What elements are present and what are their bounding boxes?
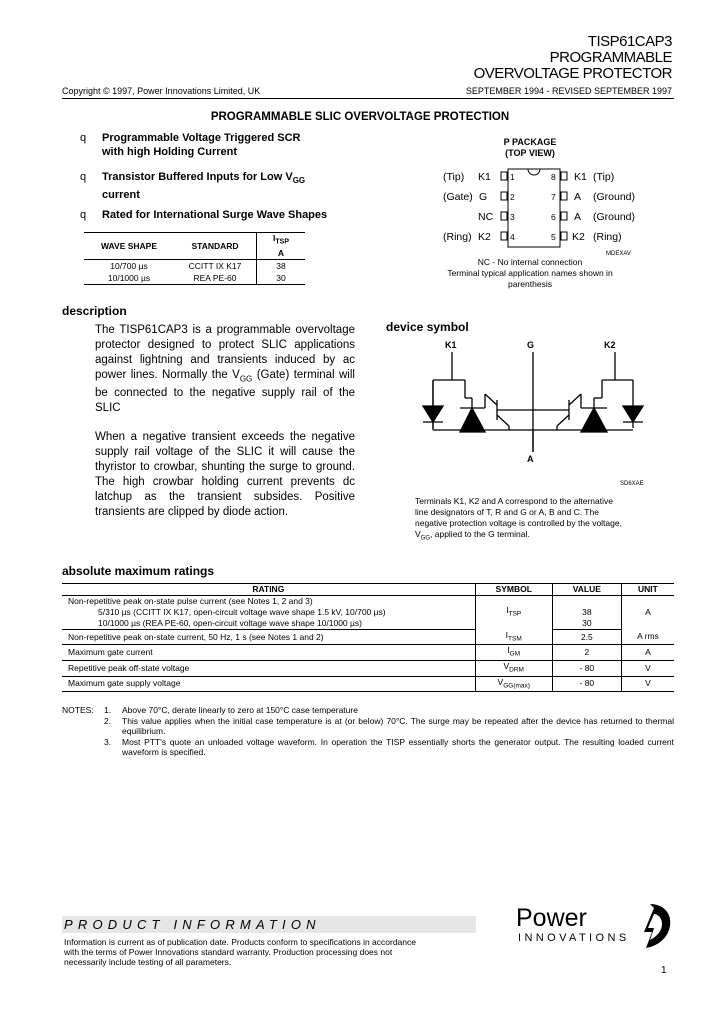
ratings-heading: absolute maximum ratings	[62, 564, 215, 578]
standard-cell: REA PE-60	[174, 272, 257, 285]
caption-line-3: negative protection voltage is controlled by the voltage,	[415, 518, 622, 528]
symbol-cell	[475, 676, 552, 692]
symbol-cell	[475, 660, 552, 676]
value-cell: 30	[552, 618, 621, 630]
rating-cell: Non-repetitive peak on-state pulse current (see Notes 1, 2 and 3)	[68, 596, 313, 606]
value-cell: 2.5	[552, 630, 621, 645]
pin-5-name: K2	[572, 231, 585, 243]
caption-end: , applied to the G terminal.	[430, 529, 530, 539]
itsp-header	[257, 233, 306, 260]
sym: V	[503, 660, 510, 671]
pin-6-func: (Ground)	[593, 211, 636, 223]
rating-cell: 5/310 µs (CCITT IX K17, open-circuit voltage wave shape 1.5 kV, 10/700 µs)	[98, 607, 386, 617]
logo-power-text: Power	[516, 904, 587, 932]
pin-2-name: G	[479, 191, 488, 203]
feature-1-line1: Programmable Voltage Triggered SCR	[102, 132, 301, 144]
feature-2	[80, 170, 305, 202]
table-row	[62, 660, 674, 676]
footer-line-2: with the terms of Power Innovations standard warranty. Production processing does not	[64, 947, 393, 957]
pin-8-name: K1	[574, 171, 587, 183]
notes-label: NOTES:	[62, 705, 94, 715]
description-para-2: When a negative transient exceeds the negative supply rail voltage of the SLIC it will cause the thyristor to crowbar, shunting the surge to ground. The high crowbar holding current prevents dc latchup as the transient subsides. Positive transients are clipped by diode action.	[95, 431, 355, 519]
package-title	[480, 137, 580, 159]
pin-3-num: 3	[510, 212, 515, 222]
sym-sub: TSP	[508, 611, 522, 619]
symbol-cell	[475, 630, 552, 645]
symbol-g-label: G	[527, 340, 535, 350]
value-cell: 38	[257, 260, 306, 273]
table-row	[84, 272, 305, 285]
value-cell: 30	[257, 272, 306, 285]
symbol-cell	[475, 596, 552, 630]
caption-line-4	[415, 529, 675, 545]
device-symbol-heading: device symbol	[386, 320, 469, 334]
unit-header: UNIT	[621, 584, 674, 596]
pin-8-func: (Tip)	[593, 171, 615, 183]
symbol-code: SD6XAE	[620, 481, 644, 487]
note-1	[62, 705, 674, 716]
note-text: Most PTT's quote an unloaded voltage waveform. In operation the TISP essentially shorts the generator output. The resulting loaded current waveform is specified.	[122, 736, 674, 757]
standard-header: STANDARD	[174, 233, 257, 260]
table-row	[62, 630, 674, 645]
title-line-3: OVERVOLTAGE PROTECTOR	[473, 65, 672, 82]
wave-shape-table	[84, 232, 305, 285]
value-cell: - 80	[552, 676, 621, 692]
bullet: q	[80, 171, 87, 183]
pin-6-num: 6	[551, 212, 556, 222]
note-2	[62, 716, 674, 737]
sym: I	[506, 605, 509, 616]
part-number: TISP61CAP3	[587, 33, 672, 50]
pin-1-name: K1	[478, 171, 491, 183]
pin-7-num: 7	[551, 192, 556, 202]
feature-3-line1: Rated for International Surge Wave Shapes	[102, 209, 328, 221]
wave-table-header	[84, 233, 305, 260]
device-symbol-schematic	[405, 350, 665, 480]
pin-5-num: 5	[551, 232, 556, 242]
feature-2-line2: current	[102, 189, 140, 202]
wave-cell: 10/700 µs	[110, 261, 148, 271]
note-num: 1.	[104, 705, 112, 715]
pin-1-num: 1	[510, 172, 515, 182]
feature-3	[80, 208, 327, 222]
value-cell	[552, 596, 621, 608]
caption-v: V	[415, 529, 421, 539]
table-row	[62, 676, 674, 692]
symbol-cell	[475, 645, 552, 661]
main-title: PROGRAMMABLE SLIC OVERVOLTAGE PROTECTION	[210, 111, 510, 123]
sym: I	[507, 645, 510, 656]
copyright: Copyright © 1997, Power Innovations Limited, UK	[62, 86, 261, 96]
description-body	[95, 323, 355, 534]
unit-cell: A rms	[621, 630, 674, 645]
package-title-line2: (TOP VIEW)	[505, 148, 555, 158]
pin-5-func: (Ring)	[593, 231, 622, 243]
wave-shape-header: WAVE SHAPE	[84, 233, 174, 260]
pin-2-num: 2	[510, 192, 515, 202]
feature-2-sub: GG	[292, 176, 306, 186]
value-cell: 38	[552, 607, 621, 618]
table-row	[62, 596, 674, 608]
pin-8-num: 8	[551, 172, 556, 182]
itsp-symbol: I	[273, 233, 276, 244]
rating-cell: Non-repetitive peak on-state current, 50 Hz, 1 s (see Notes 1 and 2)	[62, 630, 475, 645]
note-num: 3.	[104, 736, 112, 747]
ratings-header-row	[62, 584, 674, 596]
bullet: q	[80, 209, 87, 221]
note-text: Above 70°C, derate linearly to zero at 150°C case temperature	[122, 705, 358, 715]
pin-4-name: K2	[478, 231, 491, 243]
para-1-text: The TISP61CAP3 is a programmable overvoltage protector designed to protect SLIC applications against lightning and transients induced by ac power lines. Normally the V	[95, 324, 355, 381]
itsp-sub: TSP	[275, 238, 289, 246]
caption-line-2: line designators of T, R and G or A, B and C. The	[415, 507, 599, 517]
note-text: This value applies when the initial case temperature is at (or below) 70°C. The surge may be repeated after the device has returned to thermal equilibrium.	[122, 715, 674, 736]
pin-7-func: (Ground)	[593, 191, 636, 203]
sym-sub: TSM	[508, 635, 522, 643]
para-1-sub: GG	[239, 374, 253, 384]
value-cell: - 80	[552, 660, 621, 676]
pin-6-name: A	[574, 211, 582, 223]
footer-line-1: Information is current as of publication date. Products conform to specifications in accordance	[64, 937, 416, 947]
symbol-a-label: A	[527, 454, 534, 464]
itsp-unit: A	[277, 247, 285, 258]
package-code: MDEXAV	[606, 251, 631, 257]
package-note-3: parenthesis	[508, 279, 552, 289]
title-line-2: PROGRAMMABLE	[549, 49, 672, 66]
wave-cell: 10/1000 µs	[84, 272, 174, 285]
lightning-logo-icon	[630, 902, 674, 950]
footer-line-3: necessarily include testing of all parameters.	[64, 957, 232, 967]
package-note-2: Terminal typical application names shown in	[447, 268, 613, 278]
rating-cell: Maximum gate supply voltage	[62, 676, 475, 692]
ratings-table	[62, 583, 674, 692]
pin-1-func: (Tip)	[443, 171, 465, 183]
pin-4-func: (Ring)	[443, 231, 472, 243]
feature-2-line1: Transistor Buffered Inputs for Low V	[102, 171, 293, 183]
revision-date: SEPTEMBER 1994 - REVISED SEPTEMBER 1997	[465, 86, 672, 96]
table-row	[62, 618, 674, 630]
symbol-k1-label: K1	[445, 340, 457, 350]
pin-2-func: (Gate)	[443, 191, 473, 203]
value-cell: 2	[552, 645, 621, 661]
unit-cell: V	[621, 676, 674, 692]
note-3	[62, 737, 674, 758]
description-para-1	[95, 323, 355, 416]
document-title-block	[474, 34, 672, 82]
rating-cell: Maximum gate current	[62, 645, 475, 661]
package-note-1: NC - No internal connection	[477, 257, 583, 267]
rating-cell: 10/1000 µs (REA PE-60, open-circuit voltage wave shape 10/1000 µs)	[62, 618, 475, 630]
sym: V	[497, 676, 504, 687]
pin-7-name: A	[574, 191, 582, 203]
header-rule	[62, 98, 674, 99]
value-header: VALUE	[552, 584, 621, 596]
logo-innovations-text: INNOVATIONS	[518, 932, 630, 944]
note-indent	[62, 716, 104, 737]
sym-sub: GG(max)	[503, 682, 530, 690]
product-info-label: PRODUCT INFORMATION	[64, 917, 321, 932]
unit-cell: A	[621, 596, 674, 630]
pin-3-name: NC	[478, 211, 494, 223]
package-title-line1: P PACKAGE	[503, 137, 557, 147]
page-number: 1	[661, 965, 667, 976]
feature-1	[80, 131, 300, 159]
sym: I	[505, 629, 509, 640]
rating-header: RATING	[62, 584, 475, 596]
symbol-header: SYMBOL	[475, 584, 552, 596]
rating-cell: Repetitive peak off-state voltage	[62, 660, 475, 676]
para-1-end: (Gate) terminal will be connected to the negative supply rail of the SLIC	[95, 369, 355, 415]
symbol-k2-label: K2	[604, 340, 616, 350]
description-heading: description	[62, 304, 127, 318]
symbol-caption	[415, 496, 675, 545]
notes	[62, 705, 674, 758]
bullet: q	[80, 132, 87, 144]
pin-4-num: 4	[510, 232, 515, 242]
note-indent	[62, 737, 104, 758]
caption-line-1: Terminals K1, K2 and A correspond to the alternative	[415, 496, 613, 506]
footer-disclaimer	[64, 937, 484, 967]
sym-sub: DRM	[509, 666, 524, 674]
unit-cell: V	[621, 660, 674, 676]
note-num: 2.	[104, 715, 112, 726]
package-notes	[420, 257, 640, 290]
caption-sub: GG	[420, 535, 431, 542]
sym-sub: GM	[509, 650, 521, 658]
table-row	[62, 607, 674, 618]
table-row	[84, 260, 305, 273]
table-row	[62, 645, 674, 661]
standard-cell: CCITT IX K17	[188, 261, 242, 271]
unit-cell: A	[621, 645, 674, 661]
feature-1-line2: with high Holding Current	[102, 146, 238, 158]
